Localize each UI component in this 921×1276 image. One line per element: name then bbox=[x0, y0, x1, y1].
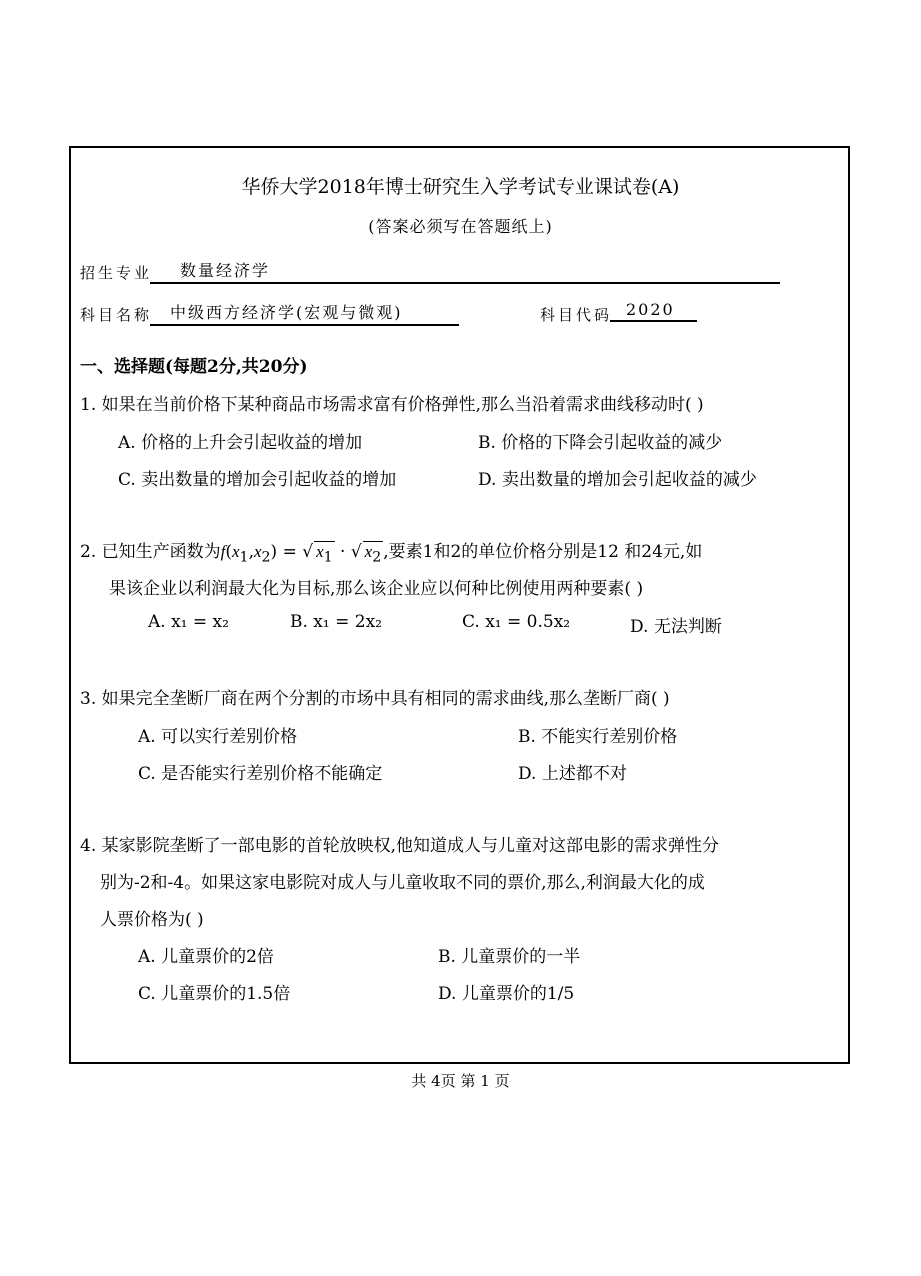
q3-option-d: D. 上述都不对 bbox=[518, 764, 627, 784]
code-value: 2020 bbox=[610, 300, 697, 322]
major-label: 招生专业 bbox=[80, 264, 153, 282]
q2-option-b: B. x₁ = 2x₂ bbox=[290, 612, 382, 632]
q1-option-b: B. 价格的下降会引起收益的减少 bbox=[478, 433, 723, 453]
question-2-line1: 2. 已知生产函数为$f(x_1,x_2)$ = √ $x_1$ · √ $x_2$ ,要素1和2的单位价格分别是12 和24元,如 bbox=[80, 542, 703, 566]
q1-option-a: A. 价格的上升会引起收益的增加 bbox=[118, 433, 363, 453]
exam-subtitle: (答案必须写在答题纸上) bbox=[368, 217, 553, 236]
q2-option-a: A. x₁ = x₂ bbox=[148, 612, 229, 632]
question-4-line2: 别为-2和-4。如果这家电影院对成人与儿童收取不同的票价,那么,利润最大化的成 bbox=[100, 873, 705, 893]
subject-value: 中级西方经济学(宏观与微观) bbox=[150, 300, 459, 326]
q3-option-a: A. 可以实行差别价格 bbox=[138, 727, 298, 747]
question-4-line3: 人票价格为( ) bbox=[100, 910, 204, 930]
code-label: 科目代码 bbox=[540, 306, 613, 324]
q4-option-d: D. 儿童票价的1/5 bbox=[438, 984, 575, 1004]
q3-option-c: C. 是否能实行差别价格不能确定 bbox=[138, 764, 383, 784]
question-4-line1: 4. 某家影院垄断了一部电影的首轮放映权,他知道成人与儿童对这部电影的需求弹性分 bbox=[80, 836, 720, 856]
q1-option-d: D. 卖出数量的增加会引起收益的减少 bbox=[478, 470, 757, 490]
q2-option-c: C. x₁ = 0.5x₂ bbox=[462, 612, 571, 632]
question-2-line2: 果该企业以利润最大化为目标,那么该企业应以何种比例使用两种要素( ) bbox=[109, 579, 644, 599]
section-title: 一、选择题(每题2分,共20分) bbox=[80, 357, 308, 377]
q1-option-c: C. 卖出数量的增加会引起收益的增加 bbox=[118, 470, 397, 490]
page-footer: 共 4页 第 1 页 bbox=[411, 1072, 510, 1090]
q2-text-suffix: ,要素1和2的单位价格分别是12 和24元,如 bbox=[383, 542, 703, 562]
q4-option-c: C. 儿童票价的1.5倍 bbox=[138, 984, 291, 1004]
q2-text-prefix: 2. 已知生产函数为 bbox=[80, 542, 221, 562]
major-value: 数量经济学 bbox=[150, 258, 780, 284]
subject-label: 科目名称 bbox=[80, 306, 153, 324]
q2-option-d: D. 无法判断 bbox=[630, 617, 722, 637]
exam-title: 华侨大学2018年博士研究生入学考试专业课试卷(A) bbox=[241, 176, 680, 198]
q4-option-a: A. 儿童票价的2倍 bbox=[138, 947, 274, 967]
production-function-formula: f bbox=[220, 542, 226, 561]
question-1-text: 1. 如果在当前价格下某种商品市场需求富有价格弹性,那么当沿着需求曲线移动时( ) bbox=[80, 395, 704, 415]
q4-option-b: B. 儿童票价的一半 bbox=[438, 947, 581, 967]
question-3-text: 3. 如果完全垄断厂商在两个分割的市场中具有相同的需求曲线,那么垄断厂商( ) bbox=[80, 689, 670, 709]
q3-option-b: B. 不能实行差别价格 bbox=[518, 727, 678, 747]
